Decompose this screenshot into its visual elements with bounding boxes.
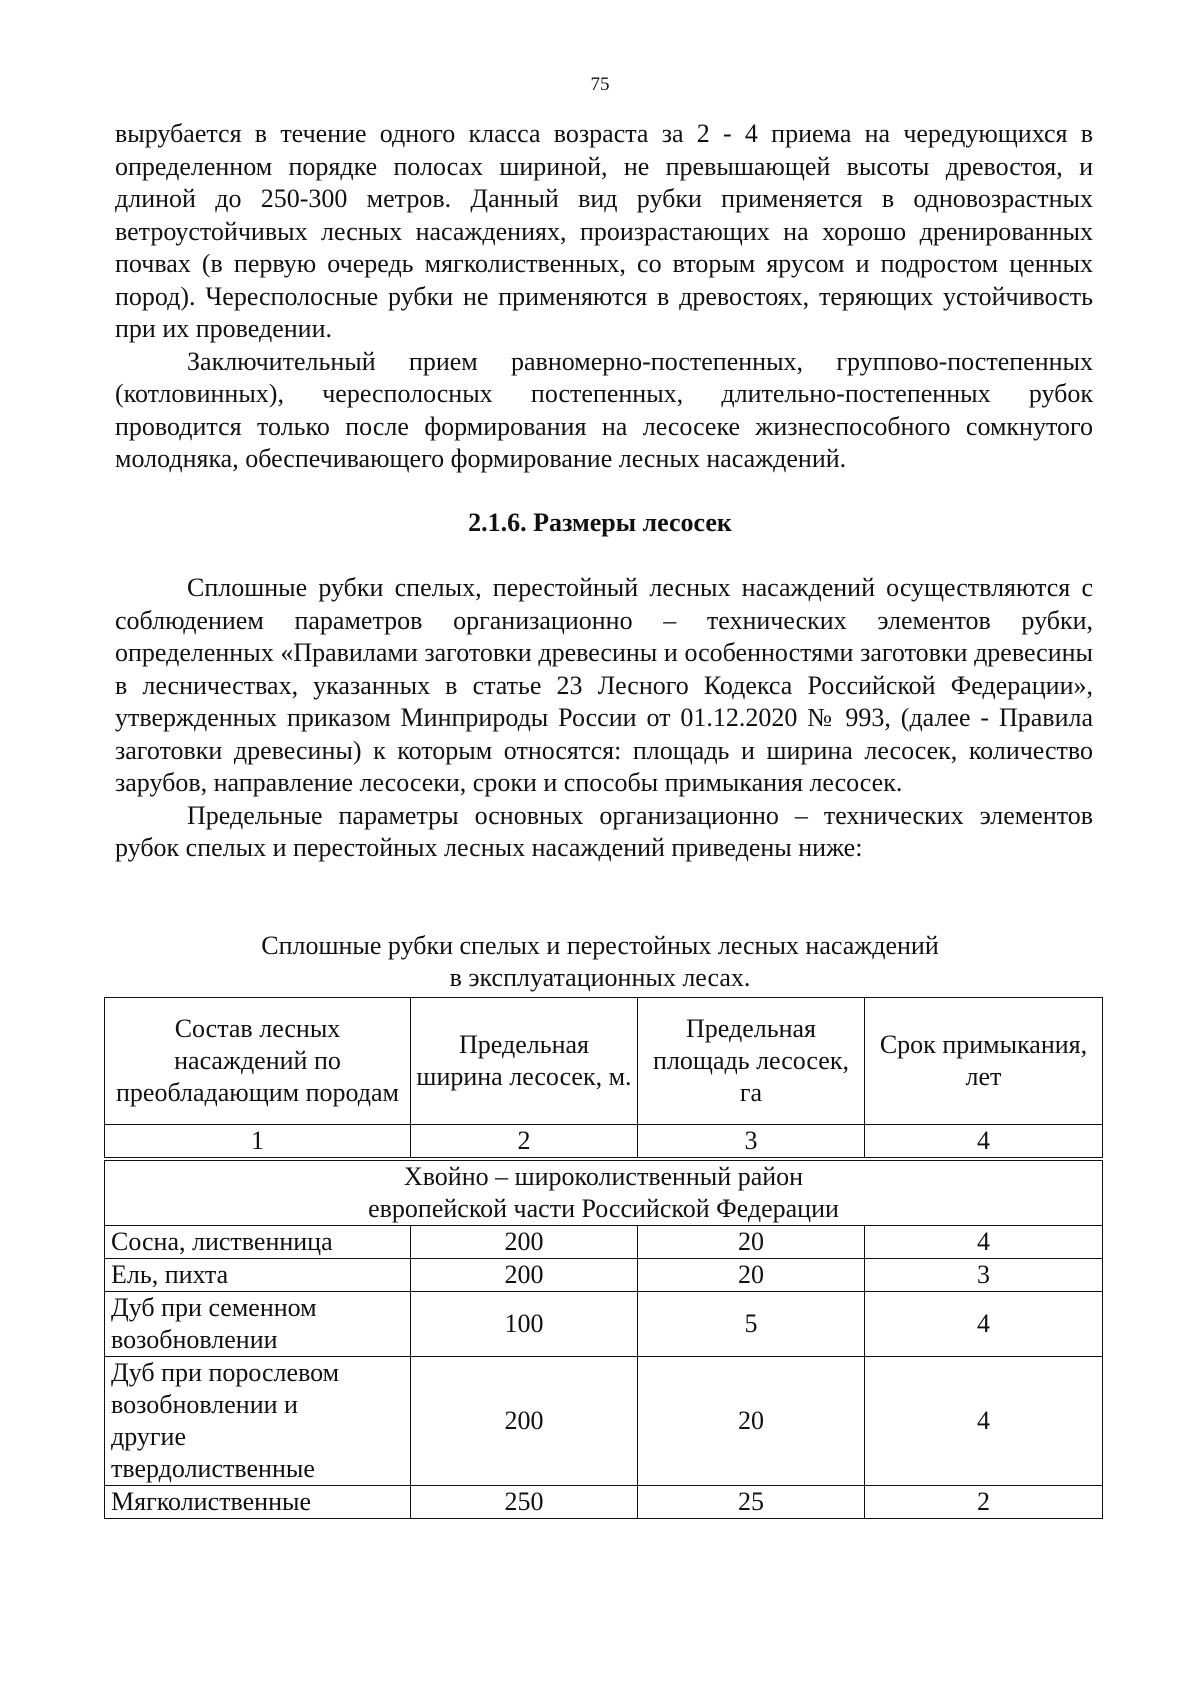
column-header-area: Предельная площадь лесосек, га bbox=[638, 998, 865, 1125]
table-header-row bbox=[105, 998, 1103, 1125]
width-cell: 200 bbox=[411, 1259, 638, 1292]
area-cell: 5 bbox=[638, 1292, 865, 1357]
paragraph: Сплошные рубки спелых, перестойный лесных насаждений осуществляются с соблюдением параметров организационно – технических элементов рубки, определенных «Правилами заготовки древесины и особенностями заготовки древесины в лесничествах, указанных в статье 23 Лесного Кодекса Российской Федерации», утвержденных приказом Минприроды России от 01.12.2020 № 993, (далее - Правила заготовки древесины) к которым относятся: площадь и ширина лесосек, количество зарубов, направление лесосеки, сроки и способы примыкания лесосек. bbox=[115, 573, 1093, 797]
area-cell: 25 bbox=[638, 1486, 865, 1519]
text-block-bottom bbox=[115, 572, 1093, 865]
region-line: европейской части Российской Федерации bbox=[368, 1194, 839, 1223]
table-row bbox=[105, 1259, 1103, 1292]
term-cell: 4 bbox=[865, 1292, 1103, 1357]
paragraph: вырубается в течение одного класса возраста за 2 - 4 приема на чередующихся в определенном порядке полосах шириной, не превышающей высоты древостоя, и длиной до 250-300 метров. Данный вид рубки применяется в одновозрастных ветроустойчивых лесных насаждениях, произрастающих на хорошо дренированных почвах (в первую очередь мягколиственных, со вторым ярусом и подростом ценных пород). Чересполосные рубки не применяются в древостоях, теряющих устойчивость при их проведении. bbox=[115, 119, 1093, 343]
term-cell: 2 bbox=[865, 1486, 1103, 1519]
table-region-row bbox=[105, 1159, 1103, 1226]
region-line: Хвойно – широколиственный район bbox=[403, 1162, 804, 1191]
table-index-row bbox=[105, 1125, 1103, 1160]
paragraph: Предельные параметры основных организационно – технических элементов рубок спелых и перестойных лесных насаждений приведены ниже: bbox=[115, 800, 1093, 862]
table-row bbox=[105, 1357, 1103, 1486]
species-cell: Сосна, лиственница bbox=[105, 1226, 411, 1259]
species-cell: Дуб при порослевом возобновлении и другие твердолиственные bbox=[105, 1357, 411, 1486]
index-cell: 4 bbox=[865, 1125, 1103, 1160]
index-cell: 2 bbox=[411, 1125, 638, 1160]
index-cell: 3 bbox=[638, 1125, 865, 1160]
area-cell: 20 bbox=[638, 1226, 865, 1259]
table-row bbox=[105, 1292, 1103, 1357]
table-caption-line: Сплошные рубки спелых и перестойных лесных насаждений bbox=[261, 931, 939, 960]
index-cell: 1 bbox=[105, 1125, 411, 1160]
text-block-top bbox=[115, 118, 1093, 476]
species-cell: Мягколиственные bbox=[105, 1486, 411, 1519]
cutting-parameters-table-wrap bbox=[104, 997, 1102, 1519]
term-cell: 4 bbox=[865, 1357, 1103, 1486]
width-cell: 200 bbox=[411, 1357, 638, 1486]
table-caption-line: в эксплуатационных лесах. bbox=[449, 963, 751, 992]
table-caption bbox=[0, 930, 1200, 994]
width-cell: 100 bbox=[411, 1292, 638, 1357]
table-row bbox=[105, 1226, 1103, 1259]
term-cell: 3 bbox=[865, 1259, 1103, 1292]
cutting-parameters-table bbox=[104, 997, 1103, 1519]
column-header-composition: Состав лесных насаждений по преобладающим породам bbox=[105, 998, 411, 1125]
column-header-width: Предельная ширина лесосек, м. bbox=[411, 998, 638, 1125]
width-cell: 200 bbox=[411, 1226, 638, 1259]
page-number: 75 bbox=[590, 74, 610, 95]
section-heading: 2.1.6. Размеры лесосек bbox=[468, 508, 732, 537]
paragraph: Заключительный прием равномерно-постепенных, группово-постепенных (котловинных), чересполосных постепенных, длительно-постепенных рубок проводится только после формирования на лесосеке жизнеспособного сомкнутого молодняка, обеспечивающего формирование лесных насаждений. bbox=[115, 346, 1093, 473]
table-row bbox=[105, 1486, 1103, 1519]
column-header-term: Срок примыкания, лет bbox=[865, 998, 1103, 1125]
region-cell bbox=[105, 1159, 1103, 1226]
area-cell: 20 bbox=[638, 1357, 865, 1486]
species-cell: Ель, пихта bbox=[105, 1259, 411, 1292]
width-cell: 250 bbox=[411, 1486, 638, 1519]
area-cell: 20 bbox=[638, 1259, 865, 1292]
term-cell: 4 bbox=[865, 1226, 1103, 1259]
species-cell: Дуб при семенном возобновлении bbox=[105, 1292, 411, 1357]
